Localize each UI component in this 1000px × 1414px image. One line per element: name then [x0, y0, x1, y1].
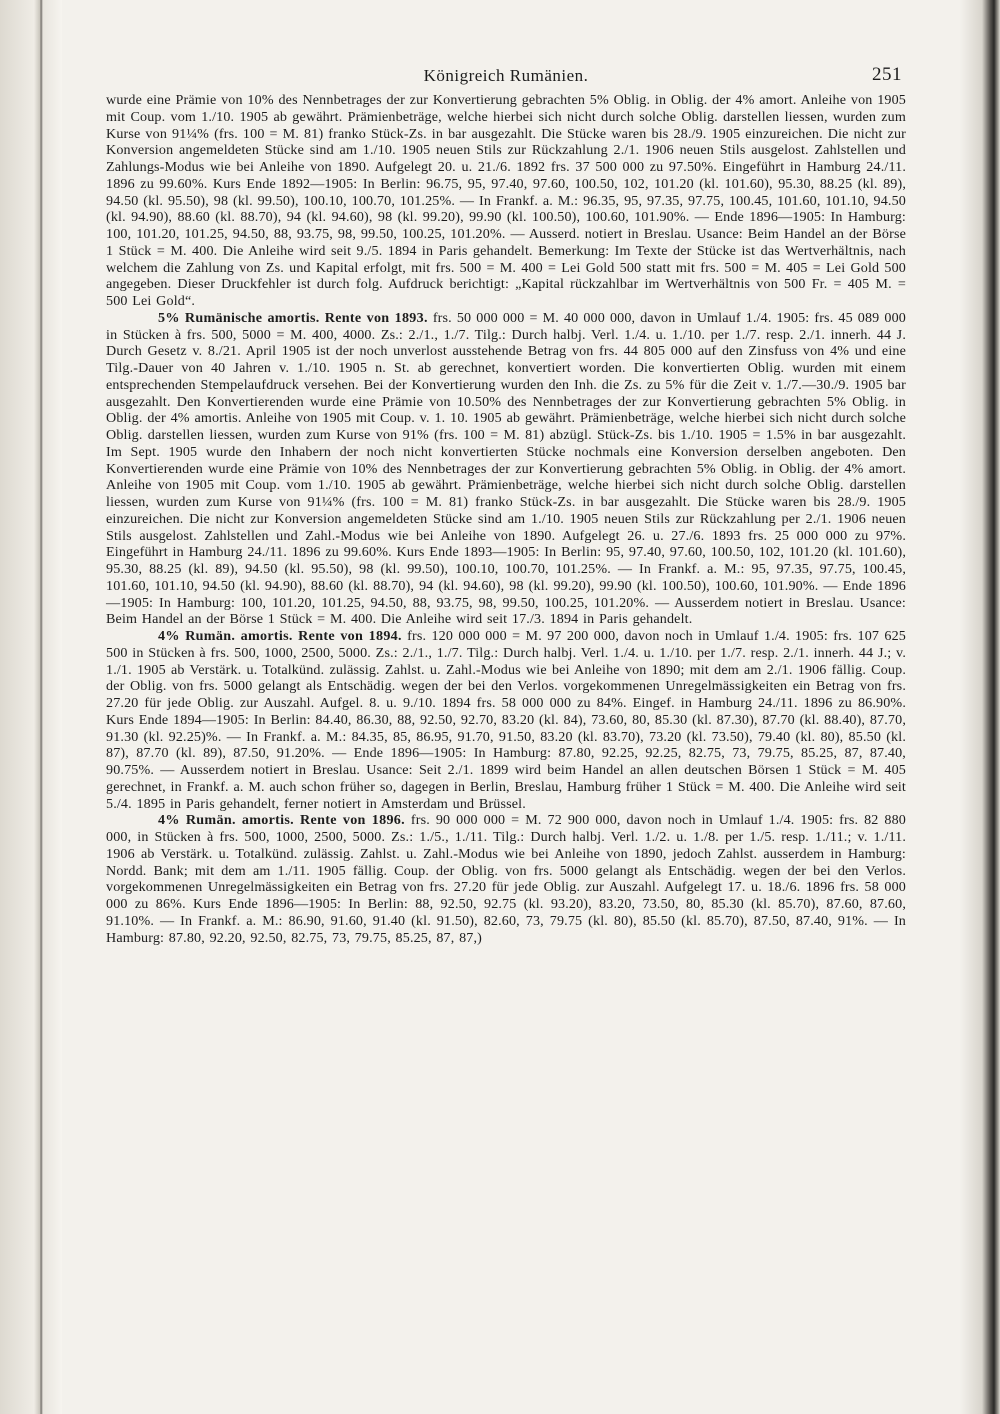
- paragraph-text: frs. 120 000 000 = M. 97 200 000, davon noch in Umlauf 1./4. 1905: frs. 107 625 500 in Stücken à frs. 500, 1000, 2500, 5000. Zs.: 2./1., 1./7. Tilg.: Durch halbj. Verl. 1./4. u. 1./10. per 1./7. resp. 2./1. innerh. 44 J.; v. 1./1. 1905 ab Verstärk. u. Totalkünd. zulässig. Zahlst. u. Zahl.-Modus wie bei Anleihe von 1890; mit dem am 2./1. 1906 fällig. Coup. der Oblig. von frs. 5000 gelangt als Entschädig. wegen der bei den Verlos. vorgekommenen Unregelmässigkeiten ein Betrag von frs. 27.20 für jede Oblig. zur Auszahl. Aufgel. 8. u. 9./10. 1894 frs. 58 000 000 zu 84%. Eingef. in Hamburg 24./11. 1896 zu 86.90%. Kurs Ende 1894—1905: In Berlin: 84.40, 86.30, 88, 92.50, 92.70, 83.20 (kl. 84), 73.60, 80, 85.30 (kl. 87.30), 87.70 (kl. 88.40), 87.70, 91.30 (kl. 92.25)%. — In Frankf. a. M.: 84.35, 85, 86.95, 91.70, 91.50, 83.20 (kl. 83.70), 73.20 (kl. 73.50), 79.40 (kl. 80), 85.50 (kl. 87), 87.70 (kl. 89), 87.50, 91.20%. — Ende 1896—1905: In Hamburg: 87.80, 92.25, 92.25, 82.75, 73, 79.75, 85.25, 87, 87.40, 90.75%. — Ausserdem notiert in Breslau. Usance: Seit 2./1. 1899 wird beim Handel an allen deutschen Börsen 1 Stück = M. 405 gerechnet, in Frankf. a. M. auch schon früher so, dagegen in Berlin, Breslau, Hamburg früher 1 Stück = M. 400. Die Anleihe wird seit 5./4. 1895 in Paris gehandelt, ferner notiert in Amsterdam und Brüssel.: [106, 628, 906, 812]
- entry-rente-1896: [106, 812, 906, 946]
- scan-left-edge: [0, 0, 62, 1414]
- scan-right-edge: [960, 0, 1000, 1414]
- entry-heading: 4% Rumän. amortis. Rente von 1896.: [158, 812, 405, 829]
- document-page: [106, 62, 906, 946]
- paragraph-text: frs. 90 000 000 = M. 72 900 000, davon noch in Umlauf 1./4. 1905: frs. 82 880 000, in Stücken à frs. 500, 1000, 2500, 5000. Zs.: 1./5., 1./11. Tilg.: Durch halbj. Verl. 1./2. u. 1./8. per 1./5. resp. 1./11.; v. 1./11. 1906 ab Verstärk. u. Totalkünd. zulässig. Zahlst. u. Zahl.-Modus wie bei Anleihe von 1890, jedoch Zahlst. ausserdem in Hamburg: Nordd. Bank; mit dem am 1./11. 1905 fällig. Coup. der Oblig. von frs. 5000 gelangt als Entschädig. wegen der bei den Verlos. vorgekommenen Unregelmässigkeiten ein Betrag von frs. 27.20 für jede Oblig. zur Auszahl. Aufgelegt 17. u. 18./6. 1896 frs. 58 000 000 zu 86%. Kurs Ende 1896—1905: In Berlin: 88, 92.50, 92.75 (kl. 93.20), 83.20, 73.50, 80, 85.30 (kl. 85.70), 87.60, 87.60, 91.10%. — In Frankf. a. M.: 86.90, 91.60, 91.40 (kl. 91.50), 82.60, 73, 79.75 (kl. 80), 85.50 (kl. 85.70), 87.50, 87.40, 91%. — In Hamburg: 87.80, 92.20, 92.50, 82.75, 73, 79.75, 85.25, 87, 87,): [106, 812, 906, 946]
- paragraph-continuation: [106, 92, 906, 310]
- entry-rente-1893: [106, 310, 906, 628]
- running-head: [106, 62, 906, 92]
- paragraph-text: wurde eine Prämie von 10% des Nennbetrages der zur Konvertierung gebrachten 5% Oblig. in Oblig. der 4% amort. Anleihe von 1905 mit Coup. vom 1./10. 1905 ab gewährt. Prämienbeträge, welche hierbei sich nicht durch solche Oblig. darstellen liessen, wurden zum Kurse von 91¼% (frs. 100 = M. 81) franko Stück-Zs. in bar ausgezahlt. Die Stücke waren bis 28./9. 1905 einzureichen. Die nicht zur Konversion angemeldeten Stücke sind am 1./10. 1905 neuen Stils zur Rückzahlung 2./1. 1906 neuen Stils ausgelost. Zahlstellen und Zahlungs-Modus wie bei Anleihe von 1890. Aufgelegt 20. u. 21./6. 1892 frs. 37 500 000 zu 97.50%. Eingeführt in Hamburg 24./11. 1896 zu 99.60%. Kurs Ende 1892—1905: In Berlin: 96.75, 95, 97.40, 97.60, 100.50, 102, 101.20 (kl. 101.60), 95.30, 88.25 (kl. 89), 94.50 (kl. 95.50), 98 (kl. 99.50), 100.10, 100.70, 101.25%. — In Frankf. a. M.: 96.35, 95, 97.35, 97.75, 100.45, 101.60, 101.10, 94.50 (kl. 94.90), 88.60 (kl. 88.70), 94 (kl. 94.60), 98 (kl. 99.20), 99.90 (kl. 100.50), 100.60, 101.90%. — Ende 1896—1905: In Hamburg: 100, 101.20, 101.25, 94.50, 88, 93.75, 98, 99.50, 100.25, 101.20%. — Ausserd. notiert in Breslau. Usance: Beim Handel an der Börse 1 Stück = M. 400. Die Anleihe wird seit 9./5. 1894 in Paris gehandelt. Bemerkung: Im Texte der Stücke ist das Wertverhältnis, nach welchem die Zahlung von Zs. und Kapital erfolgt, mit frs. 500 = M. 400 = Lei Gold 500 statt mit frs. 500 = M. 405 = Lei Gold 500 angegeben. Dieser Druckfehler ist durch folg. Aufdruck berichtigt: „Kapital rückzahlbar im Wertverhältnis von 500 Fr. = 405 M. = 500 Lei Gold“.: [106, 92, 906, 309]
- paragraph-text: frs. 50 000 000 = M. 40 000 000, davon in Umlauf 1./4. 1905: frs. 45 089 000 in Stücken à frs. 500, 5000 = M. 400, 4000. Zs.: 2./1., 1./7. Tilg.: Durch halbj. Verl. 1./4. u. 1./10. per 1./7. resp. 2./1. innerh. 44 J. Durch Gesetz v. 8./21. April 1905 ist der noch unverlost ausstehende Betrag von frs. 44 805 000 auf den Zinsfuss von 4% und eine Tilg.-Dauer von 40 Jahren v. 1./10. 1905 n. St. ab gerechnet, konvertiert worden. Die konvertierten Oblig. wurden mit einem entsprechenden Stempelaufdruck versehen. Bei der Konvertierung wurden den Inh. die Zs. zu 5% für die Zeit v. 1./7.—30./9. 1905 bar ausgezahlt. Den Konvertierenden wurde eine Prämie von 10.50% des Nennbetrages der zur Konvertierung gebrachten 5% Oblig. in Oblig. der 4% amortis. Anleihe von 1905 mit Coup. v. 1. 10. 1905 ab gewährt. Prämienbeträge, welche hierbei sich nicht durch solche Oblig. darstellen liessen, wurden zum Kurse von 91% (frs. 100 = M. 81) abzügl. Stück-Zs. bis 1./10. 1905 = 1.5% in bar ausgezahlt. Im Sept. 1905 wurde den Inhabern der noch nicht konvertierten Stücke nochmals eine Konversion derselben angeboten. Den Konvertierenden wurde eine Prämie von 10% des Nennbetrages der zur Konvertierung gebrachten 5% Oblig. in Oblig. der 4% amort. Anleihe von 1905 mit Coup. vom 1./10. 1905 ab gewährt. Prämienbeträge, welche hierbei sich nicht durch solche Oblig. darstellen liessen, wurden zum Kurse von 91¼% (frs. 100 = M. 81) franko Stück-Zs. in bar ausgezahlt. Die Stücke waren bis 28./9. 1905 einzureichen. Die nicht zur Konversion angemeldeten Stücke sind am 1./10. 1905 neuen Stils zur Rückzahlung per 2./1. 1906 neuen Stils ausgelost. Zahlstellen und Zahl.-Modus wie bei Anleihe von 1890. Aufgelegt 26. u. 27./6. 1893 frs. 25 000 000 zu 97%. Eingeführt in Hamburg 24./11. 1896 zu 99.60%. Kurs Ende 1893—1905: In Berlin: 95, 97.40, 97.60, 100.50, 102, 101.20 (kl. 101.60), 95.30, 88.25 (kl. 89), 94.50 (kl. 95.50), 98 (kl. 99.50), 100.10, 100.70, 101.25%. — In Frankf. a. M.: 95, 97.35, 97.75, 100.45, 101.60, 101.10, 94.50 (kl. 94.90), 88.60 (kl. 88.70), 94 (kl. 94.60), 98 (kl. 99.20), 99.90 (kl. 100.50), 100.60, 101.90%. — Ende 1896—1905: In Hamburg: 100, 101.20, 101.25, 94.50, 88, 93.75, 98, 99.50, 100.25, 101.20%. — Ausserdem notiert in Breslau. Usance: Beim Handel an der Börse 1 Stück = M. 400. Die Anleihe wird seit 17./3. 1894 in Paris gehandelt.: [106, 309, 906, 628]
- entry-heading: 4% Rumän. amortis. Rente von 1894.: [158, 628, 402, 644]
- page-number: 251: [872, 64, 902, 85]
- body-text: [106, 92, 906, 946]
- page-title: Königreich Rumänien.: [423, 66, 589, 85]
- entry-heading: 5% Rumänische amortis. Rente von 1893.: [158, 309, 428, 326]
- entry-rente-1894: [106, 628, 906, 812]
